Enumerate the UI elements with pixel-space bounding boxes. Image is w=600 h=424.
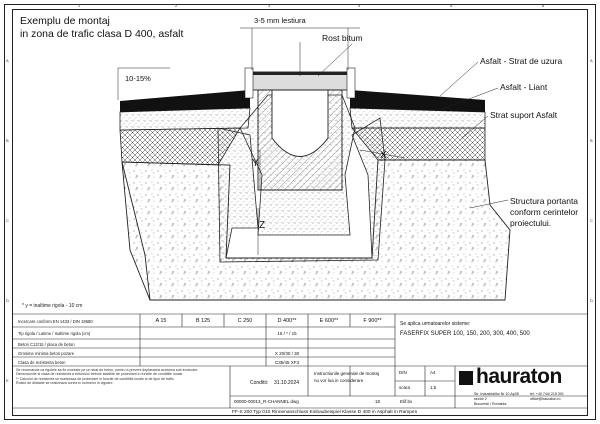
load-class-d400: D 400** bbox=[277, 318, 297, 324]
ruler-top-2: 2 bbox=[175, 3, 178, 8]
scale-value: 1:5 bbox=[430, 385, 437, 390]
valid-label: Conditii: bbox=[250, 380, 269, 386]
structure-label-line2: conform cerintelor bbox=[510, 207, 579, 217]
gap-label: 3-5 mm lestiura bbox=[254, 16, 306, 25]
row-label-thickness: Grosime minima beton pozare bbox=[18, 351, 75, 356]
applies-systems: FASERFIX SUPER 100, 150, 200, 300, 400, 500 bbox=[400, 331, 530, 337]
company-address-3: Bucuresti / Romania bbox=[474, 402, 507, 406]
d400-thickness: X 20/30 / 30 bbox=[274, 351, 300, 356]
structure-label-line3: proiectului. bbox=[510, 218, 552, 228]
ruler-top-6: 6 bbox=[542, 3, 545, 8]
ruler-side-d: D bbox=[6, 298, 9, 303]
drawing-subtitle: in zona de trafic clasa D 400, asfalt bbox=[20, 28, 184, 40]
load-class-b125: B 125 bbox=[195, 318, 211, 324]
company-email: office@hauraton.ro bbox=[530, 397, 561, 401]
drawing-footer-title: FF-S 200 Typ 010 Rinnenanschluss Einbaubeispiel Klasse D 400 in Asphalt in Rampen bbox=[232, 410, 418, 415]
structure-label-line1: Structura portanta bbox=[510, 196, 579, 206]
drawing-title: Exemplu de montaj bbox=[20, 15, 110, 27]
row-label-class: Clasa de rezistenta beton bbox=[18, 360, 66, 365]
date-value: 31.10.2024 bbox=[274, 380, 300, 386]
ruler-side-c: C bbox=[6, 218, 9, 223]
load-class-c250: C 250 bbox=[237, 318, 253, 324]
drawing-number: 00000-00013_R-CHANNEL.dwg bbox=[234, 399, 299, 404]
d400-class: C35/45 XF3 bbox=[274, 360, 299, 365]
dimension-x: X bbox=[380, 150, 387, 161]
load-class-e600: E 600** bbox=[319, 318, 339, 324]
footnote: * y = inaltime rigola - 10 cm bbox=[22, 303, 83, 309]
note-4: Rostul de dilatatie se realizeaza conform normelor in vigoare. bbox=[16, 381, 114, 386]
ruler-top-4: 4 bbox=[358, 3, 361, 8]
note-3: ** Calculul de rezistenta se realizeaza de proiectant in functie de conditiile locale si de tipul de trafic. bbox=[16, 376, 175, 381]
hauraton-logo-icon bbox=[459, 371, 473, 385]
ruler-top-5: 5 bbox=[450, 3, 453, 8]
bitumen-label: Rost bitum bbox=[322, 33, 363, 43]
row-label-type: Tip rigola / Latime / Inaltime rigola (cm) bbox=[18, 331, 91, 336]
ruler-side-a-right: A bbox=[590, 58, 593, 63]
notes-block bbox=[16, 368, 226, 386]
format-value: A4 bbox=[430, 370, 436, 375]
company-logo-text: hauraton bbox=[476, 365, 562, 388]
slope-label: 10-15% bbox=[125, 74, 151, 83]
instruction-line1: Instructiunile generale de montaj bbox=[314, 371, 380, 376]
dimension-z: Z bbox=[259, 220, 266, 231]
sheet-label: Elif.bv bbox=[400, 399, 413, 404]
format-label: DIN bbox=[399, 370, 407, 375]
ruler-side-e: E bbox=[6, 378, 9, 383]
instruction-line2: nu vor lua in considerare bbox=[314, 378, 364, 383]
ruler-side-d-right: D bbox=[590, 298, 593, 303]
company-address-1: Str. Industrialilor Nr 10 Ap35 bbox=[474, 392, 519, 396]
applies-title: Se aplica urmatoarelor sisteme: bbox=[400, 321, 471, 327]
scale-label: scara bbox=[399, 385, 411, 390]
ruler-top-3: 3 bbox=[268, 3, 271, 8]
company-address-2: sector 2 bbox=[474, 397, 487, 401]
wear-layer-label: Asfalt - Strat de uzura bbox=[480, 56, 563, 66]
base-layer-label: Strat suport Asfalt bbox=[490, 110, 558, 120]
ruler-side-b-right: B bbox=[590, 138, 593, 143]
load-class-f900: F 900** bbox=[363, 318, 382, 324]
ruler-top-1: 1 bbox=[78, 3, 81, 8]
load-class-a15: A 15 bbox=[155, 318, 167, 324]
ruler-side-c-right: C bbox=[590, 218, 593, 223]
dimension-y: Y bbox=[252, 158, 259, 169]
ruler-side-b: B bbox=[6, 138, 9, 143]
sheet-number: 18 bbox=[375, 399, 381, 404]
row-label-concrete: Beton C12/15 / placa de beton bbox=[18, 342, 75, 347]
row-label-test: Incercare conform EN 1433 / DIN 19580 bbox=[18, 319, 93, 324]
note-1: Se recomanda ca rigolele sa fie montate pe un strat de beton, pentru a preveni deplasarea acestora sub incarcare. bbox=[16, 368, 199, 372]
company-phone: tel. +40 744/ 215 301 bbox=[530, 392, 564, 396]
binder-label: Asfalt - Liant bbox=[500, 82, 548, 92]
note-2: Dimensiunile si clasa de rezistenta a betonului trebuie stabilite de proiectant in functie de conditiile locale. bbox=[16, 372, 184, 377]
ruler-side-a: A bbox=[6, 58, 9, 63]
d400-type: 15 / * / 15 bbox=[277, 331, 297, 336]
